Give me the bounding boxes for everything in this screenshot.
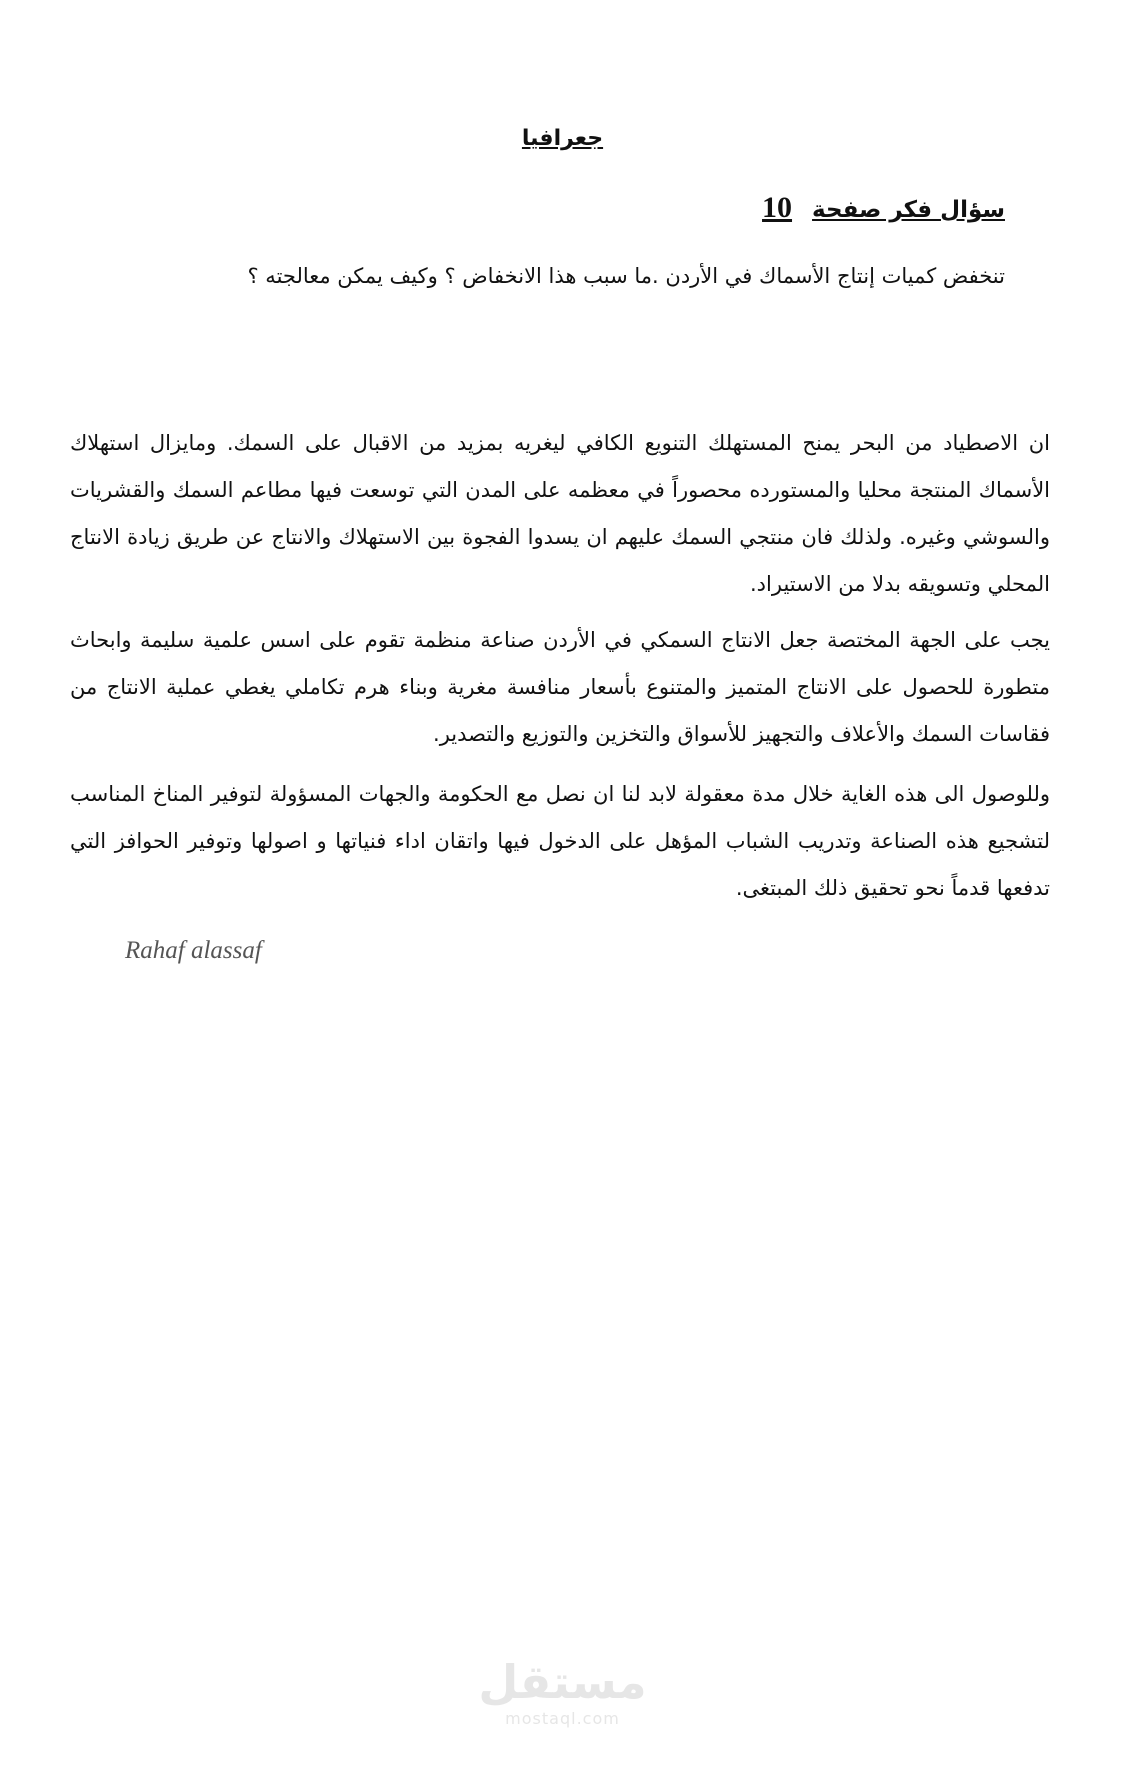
question-heading <box>762 188 1005 230</box>
answer-paragraph-1: ان الاصطياد من البحر يمنح المستهلك التنويع الكافي ليغريه بمزيد من الاقبال على السمك. ومايزال استهلاك الأسماك المنتجة محليا والمستورده محصوراً في معظمه على المدن التي توسعت فيها مطاعم السمك والقشريات والسوشي وغيره. ولذلك فان منتجي السمك عليهم ان يسدوا الفجوة بين الاستهلاك والانتاج عن طريق زيادة الانتاج المحلي وتسويقه بدلا من الاستيراد. <box>70 431 1050 596</box>
answer-paragraph-2: يجب على الجهة المختصة جعل الانتاج السمكي في الأردن صناعة منظمة تقوم على اسس علمية سليمة وابحاث متطورة للحصول على الانتاج المتميز والمتنوع بأسعار منافسة مغرية وبناء هرم تكاملي يغطي عملية الانتاج من فقاسات السمك والأعلاف والتجهيز للأسواق والتخزين والتوزيع والتصدير. <box>70 628 1050 746</box>
document-title: جعرافيا <box>521 126 604 151</box>
watermark-logo: مستقل <box>478 1655 647 1709</box>
watermark-url: mostaql.com <box>505 1709 620 1728</box>
question-text: تنخفض كميات إنتاج الأسماك في الأردن .ما سبب هذا الانخفاض ؟ وكيف يمكن معالجته ؟ <box>247 264 1005 288</box>
page-number: 10 <box>762 191 793 224</box>
watermark <box>0 1655 1125 1729</box>
question-heading-label: سؤال فكر صفحة <box>812 197 1005 223</box>
author-signature: Rahaf alassaf <box>125 937 262 964</box>
answer-paragraph-3: وللوصول الى هذه الغاية خلال مدة معقولة لابد لنا ان نصل مع الحكومة والجهات المسؤولة لتوفير المناخ المناسب لتشجيع هذه الصناعة وتدريب الشباب المؤهل على الدخول فيها واتقان اداء فنياتها و اصولها وتوفير الحوافز التي تدفعها قدماً نحو تحقيق ذلك المبتغى. <box>70 782 1050 900</box>
